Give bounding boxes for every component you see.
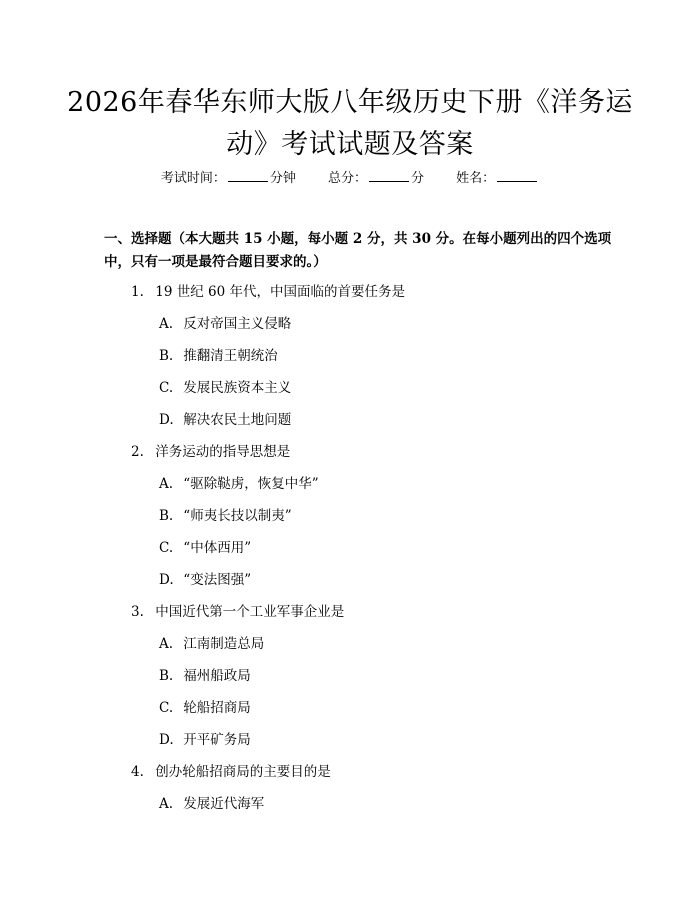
option-text: 发展民族资本主义 <box>183 380 292 396</box>
option-1c[interactable] <box>159 379 291 397</box>
exam-title: 2026年春华东师大版八年级历史下册《洋务运动》考试试题及答案 <box>67 87 633 160</box>
exam-time-label: 考试时间： <box>160 171 226 186</box>
exam-time-field <box>161 169 296 188</box>
option-letter: C. <box>159 380 174 396</box>
option-2a[interactable] <box>159 475 319 493</box>
option-letter: D. <box>159 732 174 748</box>
option-letter: B. <box>159 508 174 524</box>
option-text: “师夷长技以制夷” <box>183 508 292 524</box>
option-4a[interactable] <box>159 795 264 813</box>
option-1b[interactable] <box>159 347 278 365</box>
option-text: 福州船政局 <box>183 668 251 684</box>
question-text: 中国近代第一个工业军事企业是 <box>155 604 345 620</box>
option-text: “中体西用” <box>183 540 252 556</box>
option-text: 推翻清王朝统治 <box>183 348 278 364</box>
option-1d[interactable] <box>159 411 291 429</box>
option-letter: D. <box>159 572 174 588</box>
question-number: 4. <box>131 764 144 780</box>
option-letter: A. <box>159 476 174 492</box>
total-score-label: 总分： <box>327 171 367 186</box>
exam-time-blank[interactable] <box>228 169 268 182</box>
option-letter: B. <box>159 348 174 364</box>
total-score-field <box>328 169 424 188</box>
question-2 <box>131 443 290 461</box>
question-text: 19 世纪 60 年代，中国面临的首要任务是 <box>155 284 406 300</box>
option-text: 轮船招商局 <box>183 700 251 716</box>
question-number: 2. <box>131 444 144 460</box>
exam-meta-row <box>0 169 700 188</box>
section-heading: 一、选择题（本大题共 15 小题，每小题 2 分，共 30 分。在每小题列出的四个选项中，只有一项是最符合题目要求的。） <box>104 231 612 270</box>
option-text: “变法图强” <box>183 572 252 588</box>
option-letter: A. <box>159 316 174 332</box>
question-4 <box>131 763 331 781</box>
option-letter: A. <box>159 796 174 812</box>
question-text: 洋务运动的指导思想是 <box>155 444 291 460</box>
question-number: 1. <box>131 284 144 300</box>
total-score-blank[interactable] <box>369 169 409 182</box>
exam-time-unit: 分钟 <box>269 171 296 186</box>
question-3 <box>131 603 344 621</box>
name-blank[interactable] <box>497 169 537 182</box>
option-text: 江南制造总局 <box>183 636 265 652</box>
option-letter: A. <box>159 636 174 652</box>
question-number: 3. <box>131 604 144 620</box>
option-text: 开平矿务局 <box>183 732 251 748</box>
option-3c[interactable] <box>159 699 251 717</box>
option-letter: C. <box>159 700 174 716</box>
option-text: 解决农民土地问题 <box>183 412 292 428</box>
option-letter: D. <box>159 412 174 428</box>
option-3a[interactable] <box>159 635 264 653</box>
option-1a[interactable] <box>159 315 291 333</box>
question-1 <box>131 283 405 301</box>
option-text: 反对帝国主义侵略 <box>183 316 292 332</box>
option-3d[interactable] <box>159 731 251 749</box>
question-text: 创办轮船招商局的主要目的是 <box>155 764 331 780</box>
option-2b[interactable] <box>159 507 292 525</box>
name-field <box>456 169 539 188</box>
option-2d[interactable] <box>159 571 251 589</box>
option-text: “驱除鞑虏，恢复中华” <box>183 476 319 492</box>
option-letter: B. <box>159 668 174 684</box>
option-3b[interactable] <box>159 667 251 685</box>
name-label: 姓名： <box>456 171 496 186</box>
option-letter: C. <box>159 540 174 556</box>
total-score-unit: 分 <box>411 171 425 186</box>
option-text: 发展近代海军 <box>183 796 265 812</box>
option-2c[interactable] <box>159 539 251 557</box>
